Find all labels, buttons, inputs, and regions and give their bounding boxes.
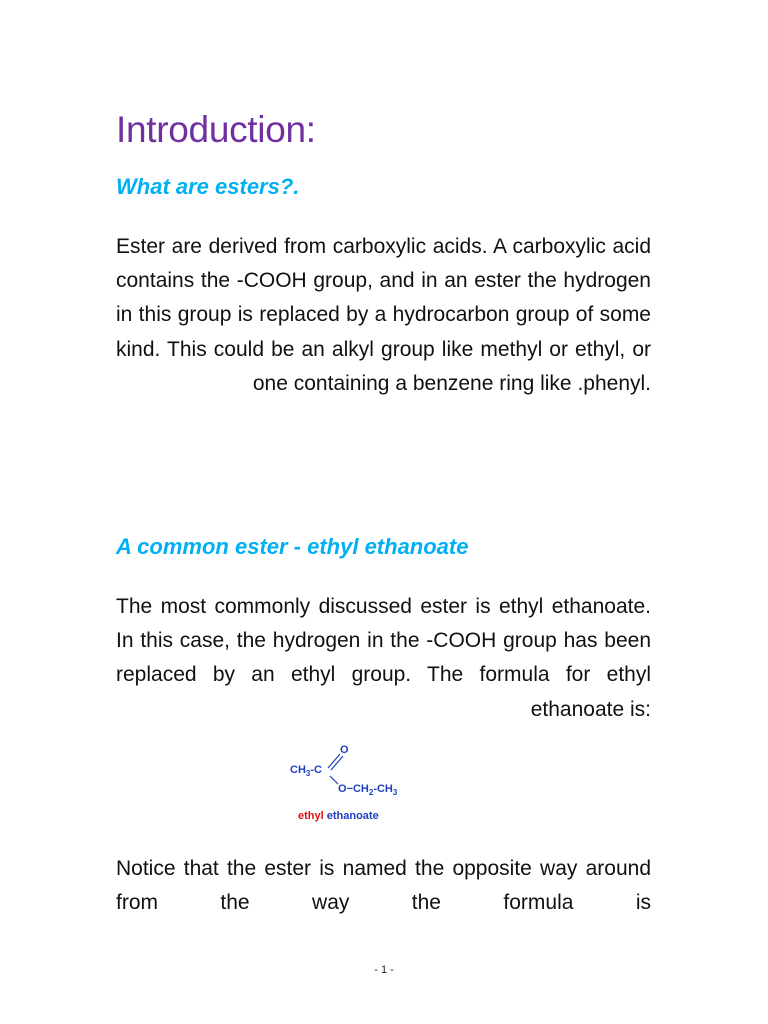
section-heading-common-ester: A common ester - ethyl ethanoate [116, 534, 469, 559]
subscript-3b: 3 [392, 788, 398, 797]
paragraph-naming-note: Notice that the ester is named the opposite way around from the way the formula is [116, 857, 651, 915]
ch-text: CH [290, 764, 306, 776]
page-title: Introduction: [116, 109, 316, 150]
formula-caption [298, 810, 379, 822]
o-text: O [338, 783, 347, 795]
ch3-text: -CH [373, 783, 393, 795]
subscript-3: 3 [305, 769, 311, 778]
page-number: - 1 - [374, 964, 394, 976]
section-heading-what-are-esters: What are esters?. [116, 174, 300, 199]
oxygen-atom-label: O [340, 744, 349, 756]
caption-ethanoate: ethanoate [326, 810, 379, 822]
ethyl-ethanoate-structural-formula [286, 742, 426, 826]
bond-dash: −CH [346, 783, 369, 795]
paragraph-ethyl-ethanoate: The most commonly discussed ester is ethyl ethanoate. In this case, the hydrogen in the -COOH group has been replaced by an ethyl group. The formula for ethyl ethanoate is: [116, 595, 651, 721]
methyl-carbon-label [290, 764, 322, 778]
caption-ethyl: ethyl [298, 810, 324, 822]
c-text: -C [310, 764, 322, 776]
paragraph-ester-definition: Ester are derived from carboxylic acids. A carboxylic acid contains the -COOH group, and in an ester the hydrogen in this group is replaced by a hydrocarbon group of some kind. This could be an alkyl group like methyl or ethyl, or one containing a benzene ring like .phenyl. [116, 235, 651, 395]
subscript-2: 2 [368, 788, 374, 797]
formula-diagram [286, 742, 426, 826]
ethoxy-group-label [338, 783, 398, 797]
single-bond-line [330, 776, 338, 784]
